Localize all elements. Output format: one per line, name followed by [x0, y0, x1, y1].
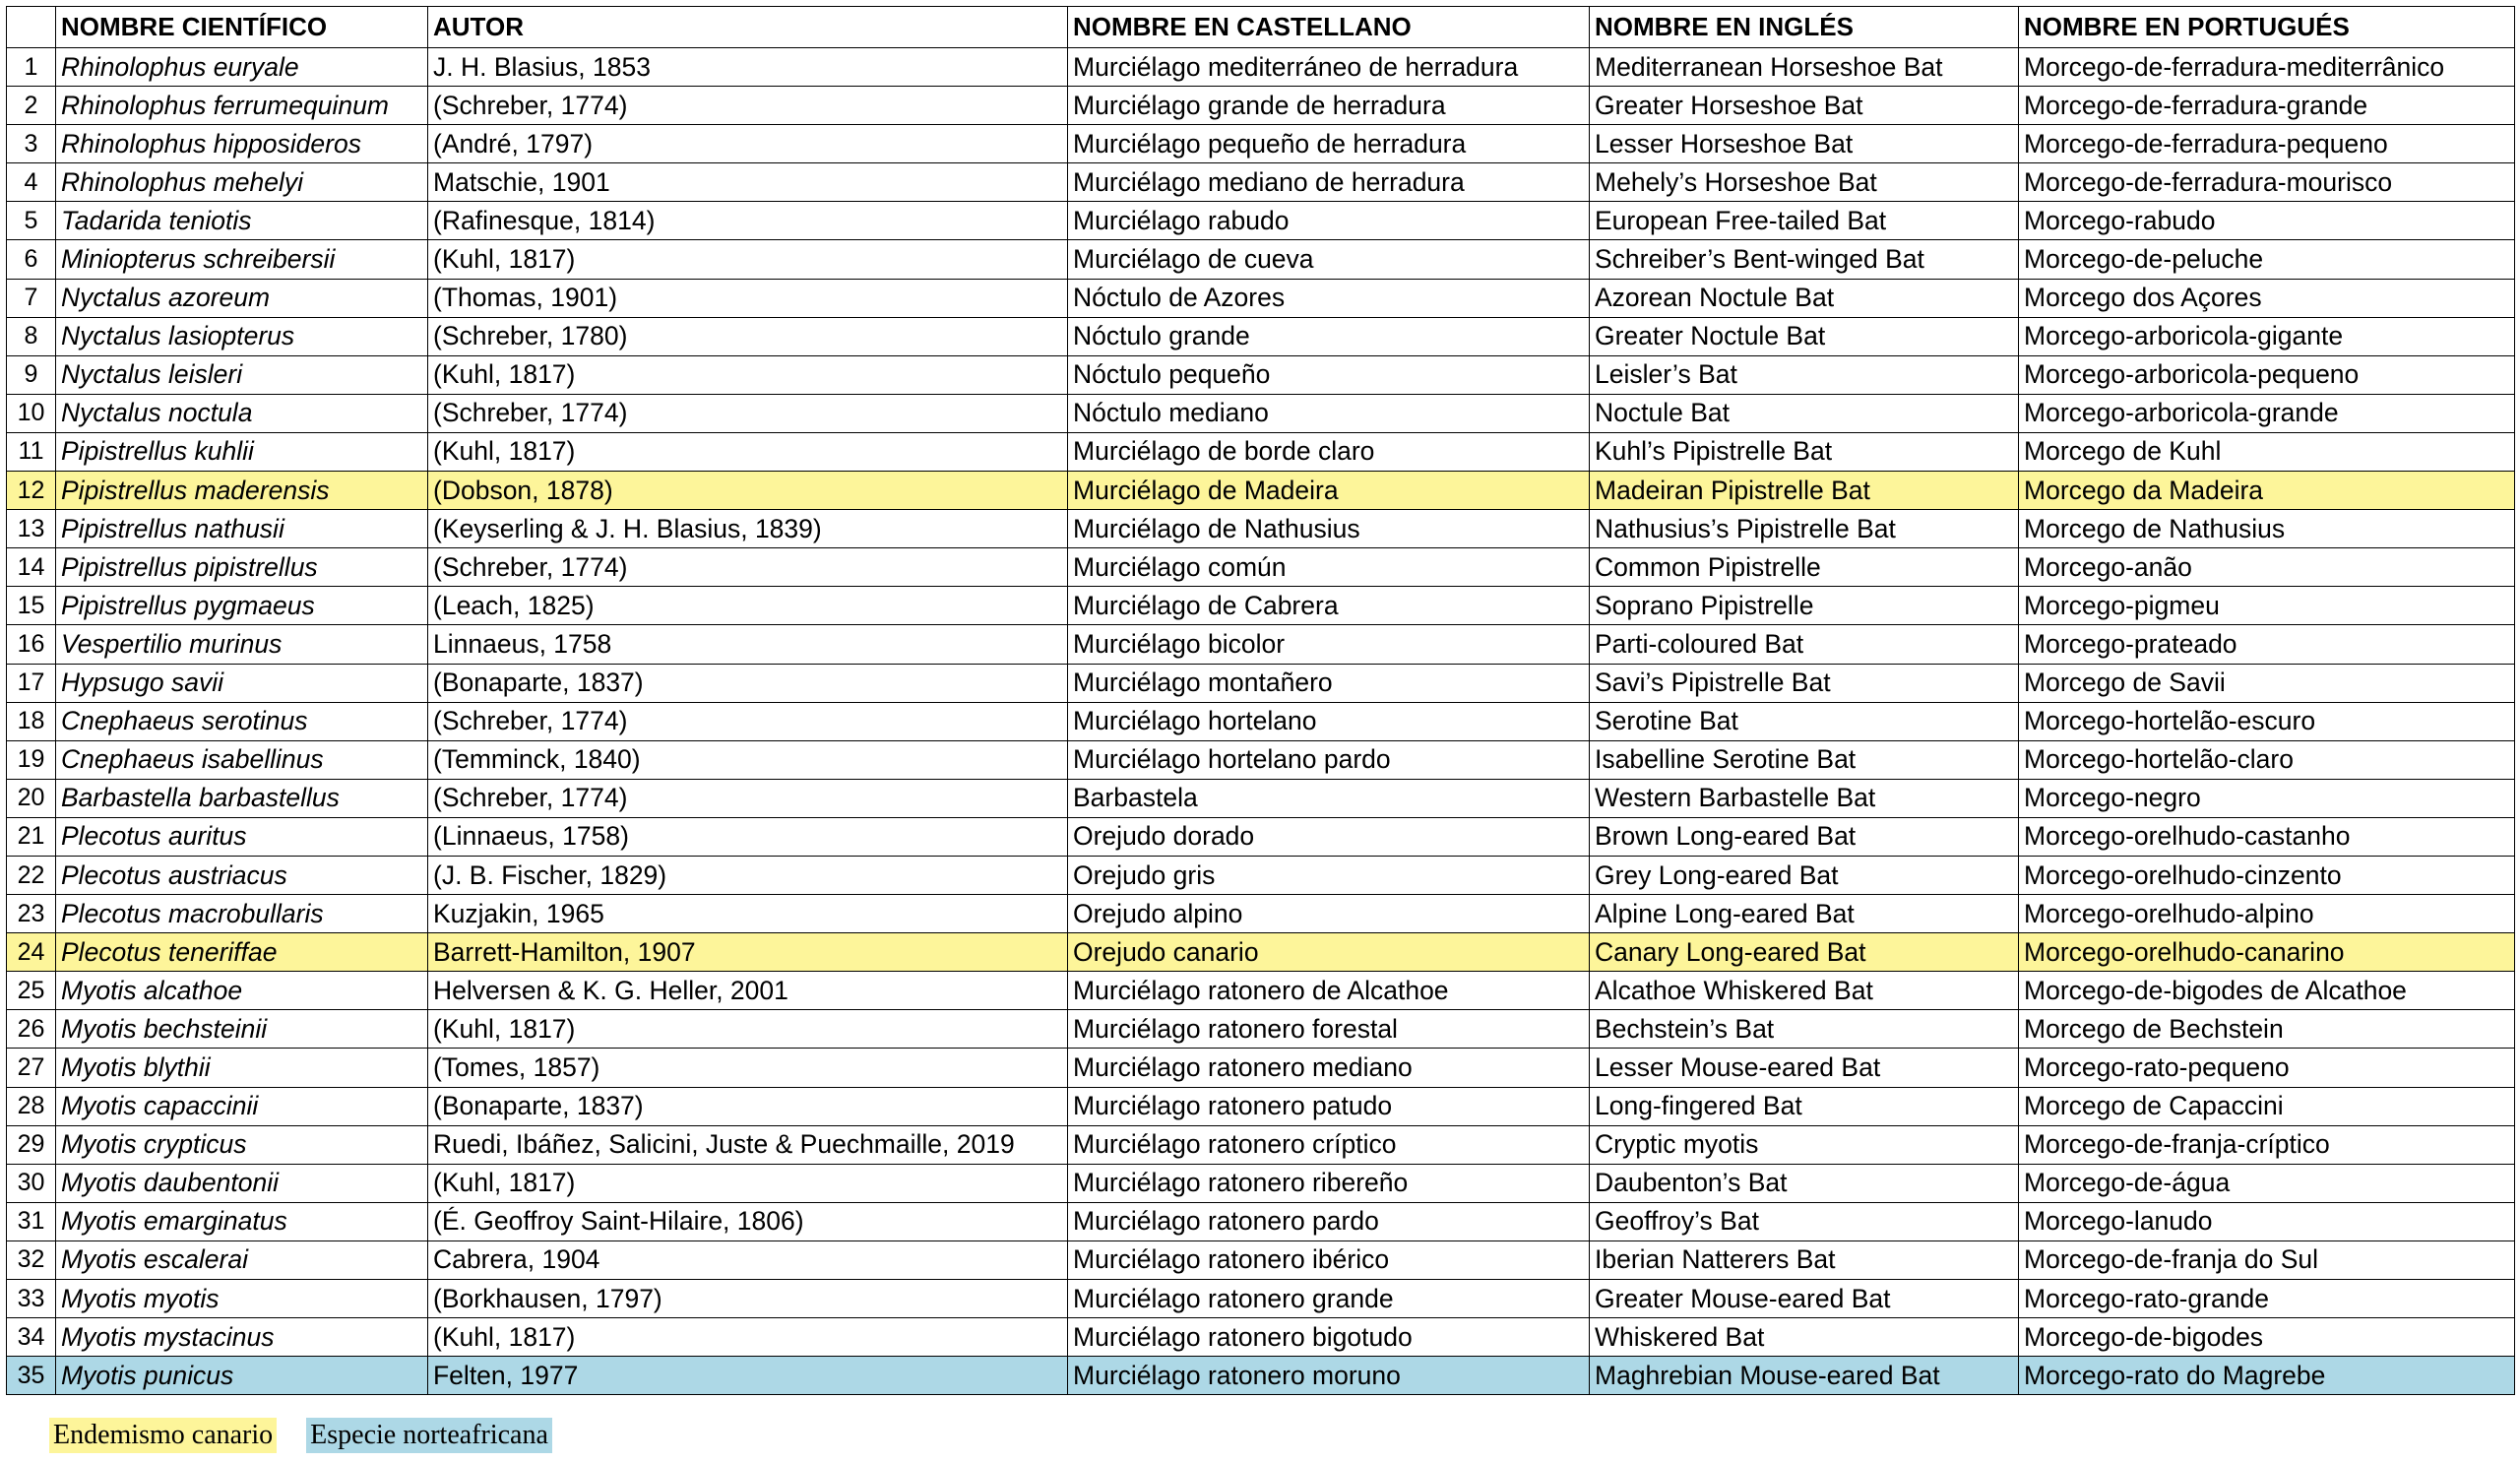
legend-endemic-canary: Endemismo canario	[49, 1418, 277, 1453]
header-number	[7, 7, 56, 48]
scientific-name-cell: Plecotus austriacus	[56, 856, 428, 894]
scientific-name-cell: Myotis daubentonii	[56, 1164, 428, 1202]
portuguese-name-cell: Morcego de Savii	[2019, 664, 2515, 702]
scientific-name-cell: Pipistrellus kuhlii	[56, 432, 428, 471]
table-row	[7, 87, 2515, 125]
portuguese-name-cell: Morcego-arboricola-gigante	[2019, 317, 2515, 355]
author-cell: (J. B. Fischer, 1829)	[428, 856, 1068, 894]
scientific-name-cell: Rhinolophus euryale	[56, 48, 428, 87]
table-row	[7, 279, 2515, 317]
table-row	[7, 1049, 2515, 1087]
author-cell: (Keyserling & J. H. Blasius, 1839)	[428, 510, 1068, 548]
portuguese-name-cell: Morcego-de-franja do Sul	[2019, 1240, 2515, 1279]
english-name-cell: Greater Horseshoe Bat	[1590, 87, 2019, 125]
spanish-name-cell: Murciélago de cueva	[1068, 240, 1590, 279]
row-number-cell: 20	[7, 779, 56, 817]
table-row	[7, 1280, 2515, 1318]
row-number-cell: 30	[7, 1164, 56, 1202]
portuguese-name-cell: Morcego-hortelão-claro	[2019, 740, 2515, 779]
english-name-cell: Serotine Bat	[1590, 702, 2019, 740]
spanish-name-cell: Murciélago de Madeira	[1068, 472, 1590, 510]
scientific-name-cell: Tadarida teniotis	[56, 202, 428, 240]
portuguese-name-cell: Morcego-orelhudo-alpino	[2019, 895, 2515, 933]
portuguese-name-cell: Morcego-orelhudo-cinzento	[2019, 856, 2515, 894]
table-row	[7, 664, 2515, 702]
row-number-cell: 14	[7, 548, 56, 587]
portuguese-name-cell: Morcego-de-ferradura-grande	[2019, 87, 2515, 125]
english-name-cell: Madeiran Pipistrelle Bat	[1590, 472, 2019, 510]
author-cell: (Thomas, 1901)	[428, 279, 1068, 317]
english-name-cell: Geoffroy’s Bat	[1590, 1202, 2019, 1240]
table-row	[7, 625, 2515, 664]
scientific-name-cell: Myotis emarginatus	[56, 1202, 428, 1240]
spanish-name-cell: Nóctulo pequeño	[1068, 355, 1590, 394]
scientific-name-cell: Nyctalus leisleri	[56, 355, 428, 394]
table-row	[7, 740, 2515, 779]
bat-species-table-wrapper	[6, 6, 2515, 1395]
author-cell: (Kuhl, 1817)	[428, 240, 1068, 279]
english-name-cell: Maghrebian Mouse-eared Bat	[1590, 1357, 2019, 1395]
author-cell: (Kuhl, 1817)	[428, 1164, 1068, 1202]
row-number-cell: 3	[7, 125, 56, 163]
portuguese-name-cell: Morcego-rato do Magrebe	[2019, 1357, 2515, 1395]
english-name-cell: Canary Long-eared Bat	[1590, 933, 2019, 972]
portuguese-name-cell: Morcego-orelhudo-castanho	[2019, 817, 2515, 856]
english-name-cell: Parti-coloured Bat	[1590, 625, 2019, 664]
portuguese-name-cell: Morcego de Bechstein	[2019, 1010, 2515, 1049]
portuguese-name-cell: Morcego-de-ferradura-mediterrânico	[2019, 48, 2515, 87]
row-number-cell: 7	[7, 279, 56, 317]
author-cell: (Tomes, 1857)	[428, 1049, 1068, 1087]
spanish-name-cell: Barbastela	[1068, 779, 1590, 817]
portuguese-name-cell: Morcego-de-ferradura-pequeno	[2019, 125, 2515, 163]
spanish-name-cell: Nóctulo mediano	[1068, 394, 1590, 432]
author-cell: (Borkhausen, 1797)	[428, 1280, 1068, 1318]
header-author: AUTOR	[428, 7, 1068, 48]
scientific-name-cell: Plecotus auritus	[56, 817, 428, 856]
scientific-name-cell: Rhinolophus ferrumequinum	[56, 87, 428, 125]
table-row	[7, 1318, 2515, 1357]
english-name-cell: Greater Mouse-eared Bat	[1590, 1280, 2019, 1318]
author-cell: J. H. Blasius, 1853	[428, 48, 1068, 87]
scientific-name-cell: Pipistrellus pipistrellus	[56, 548, 428, 587]
english-name-cell: Lesser Horseshoe Bat	[1590, 125, 2019, 163]
author-cell: (Schreber, 1774)	[428, 779, 1068, 817]
row-number-cell: 26	[7, 1010, 56, 1049]
english-name-cell: Whiskered Bat	[1590, 1318, 2019, 1357]
author-cell: (Kuhl, 1817)	[428, 355, 1068, 394]
english-name-cell: Savi’s Pipistrelle Bat	[1590, 664, 2019, 702]
spanish-name-cell: Murciélago mediano de herradura	[1068, 163, 1590, 202]
table-row	[7, 1240, 2515, 1279]
english-name-cell: Alpine Long-eared Bat	[1590, 895, 2019, 933]
english-name-cell: Noctule Bat	[1590, 394, 2019, 432]
spanish-name-cell: Murciélago rabudo	[1068, 202, 1590, 240]
scientific-name-cell: Rhinolophus hipposideros	[56, 125, 428, 163]
table-row	[7, 510, 2515, 548]
spanish-name-cell: Murciélago ratonero pardo	[1068, 1202, 1590, 1240]
english-name-cell: Alcathoe Whiskered Bat	[1590, 972, 2019, 1010]
row-number-cell: 29	[7, 1125, 56, 1164]
scientific-name-cell: Hypsugo savii	[56, 664, 428, 702]
author-cell: (Kuhl, 1817)	[428, 1318, 1068, 1357]
table-row	[7, 972, 2515, 1010]
author-cell: (Dobson, 1878)	[428, 472, 1068, 510]
portuguese-name-cell: Morcego de Kuhl	[2019, 432, 2515, 471]
row-number-cell: 18	[7, 702, 56, 740]
english-name-cell: Mediterranean Horseshoe Bat	[1590, 48, 2019, 87]
scientific-name-cell: Plecotus teneriffae	[56, 933, 428, 972]
scientific-name-cell: Myotis mystacinus	[56, 1318, 428, 1357]
portuguese-name-cell: Morcego dos Açores	[2019, 279, 2515, 317]
spanish-name-cell: Murciélago montañero	[1068, 664, 1590, 702]
row-number-cell: 31	[7, 1202, 56, 1240]
scientific-name-cell: Myotis alcathoe	[56, 972, 428, 1010]
english-name-cell: Azorean Noctule Bat	[1590, 279, 2019, 317]
spanish-name-cell: Murciélago mediterráneo de herradura	[1068, 48, 1590, 87]
spanish-name-cell: Orejudo canario	[1068, 933, 1590, 972]
portuguese-name-cell: Morcego-arboricola-pequeno	[2019, 355, 2515, 394]
author-cell: Barrett-Hamilton, 1907	[428, 933, 1068, 972]
bat-species-table	[6, 6, 2515, 1395]
english-name-cell: European Free-tailed Bat	[1590, 202, 2019, 240]
row-number-cell: 24	[7, 933, 56, 972]
row-number-cell: 12	[7, 472, 56, 510]
english-name-cell: Brown Long-eared Bat	[1590, 817, 2019, 856]
row-number-cell: 19	[7, 740, 56, 779]
author-cell: Linnaeus, 1758	[428, 625, 1068, 664]
table-row	[7, 125, 2515, 163]
spanish-name-cell: Murciélago ratonero de Alcathoe	[1068, 972, 1590, 1010]
portuguese-name-cell: Morcego de Nathusius	[2019, 510, 2515, 548]
english-name-cell: Western Barbastelle Bat	[1590, 779, 2019, 817]
portuguese-name-cell: Morcego-de-bigodes	[2019, 1318, 2515, 1357]
row-number-cell: 17	[7, 664, 56, 702]
scientific-name-cell: Nyctalus lasiopterus	[56, 317, 428, 355]
portuguese-name-cell: Morcego-de-água	[2019, 1164, 2515, 1202]
english-name-cell: Nathusius’s Pipistrelle Bat	[1590, 510, 2019, 548]
spanish-name-cell: Murciélago bicolor	[1068, 625, 1590, 664]
scientific-name-cell: Myotis escalerai	[56, 1240, 428, 1279]
table-row	[7, 933, 2515, 972]
row-number-cell: 16	[7, 625, 56, 664]
table-row	[7, 548, 2515, 587]
row-number-cell: 34	[7, 1318, 56, 1357]
row-number-cell: 15	[7, 587, 56, 625]
table-row	[7, 317, 2515, 355]
table-row	[7, 1087, 2515, 1125]
header-spanish-name: NOMBRE EN CASTELLANO	[1068, 7, 1590, 48]
scientific-name-cell: Myotis punicus	[56, 1357, 428, 1395]
spanish-name-cell: Murciélago de Nathusius	[1068, 510, 1590, 548]
table-row	[7, 48, 2515, 87]
spanish-name-cell: Murciélago hortelano pardo	[1068, 740, 1590, 779]
table-row	[7, 163, 2515, 202]
author-cell: (Kuhl, 1817)	[428, 1010, 1068, 1049]
row-number-cell: 27	[7, 1049, 56, 1087]
author-cell: (Linnaeus, 1758)	[428, 817, 1068, 856]
english-name-cell: Iberian Natterers Bat	[1590, 1240, 2019, 1279]
table-row	[7, 472, 2515, 510]
author-cell: (Bonaparte, 1837)	[428, 1087, 1068, 1125]
english-name-cell: Leisler’s Bat	[1590, 355, 2019, 394]
english-name-cell: Common Pipistrelle	[1590, 548, 2019, 587]
scientific-name-cell: Nyctalus azoreum	[56, 279, 428, 317]
spanish-name-cell: Murciélago de borde claro	[1068, 432, 1590, 471]
author-cell: (Schreber, 1774)	[428, 87, 1068, 125]
portuguese-name-cell: Morcego-de-ferradura-mourisco	[2019, 163, 2515, 202]
spanish-name-cell: Murciélago ratonero forestal	[1068, 1010, 1590, 1049]
table-body	[7, 48, 2515, 1395]
portuguese-name-cell: Morcego-orelhudo-canarino	[2019, 933, 2515, 972]
spanish-name-cell: Murciélago ratonero ribereño	[1068, 1164, 1590, 1202]
portuguese-name-cell: Morcego da Madeira	[2019, 472, 2515, 510]
english-name-cell: Bechstein’s Bat	[1590, 1010, 2019, 1049]
spanish-name-cell: Orejudo alpino	[1068, 895, 1590, 933]
table-row	[7, 1164, 2515, 1202]
portuguese-name-cell: Morcego-de-franja-críptico	[2019, 1125, 2515, 1164]
legend	[49, 1418, 552, 1453]
portuguese-name-cell: Morcego-arboricola-grande	[2019, 394, 2515, 432]
table-row	[7, 856, 2515, 894]
scientific-name-cell: Rhinolophus mehelyi	[56, 163, 428, 202]
row-number-cell: 8	[7, 317, 56, 355]
scientific-name-cell: Cnephaeus isabellinus	[56, 740, 428, 779]
author-cell: Kuzjakin, 1965	[428, 895, 1068, 933]
row-number-cell: 21	[7, 817, 56, 856]
row-number-cell: 22	[7, 856, 56, 894]
header-scientific-name: NOMBRE CIENTÍFICO	[56, 7, 428, 48]
portuguese-name-cell: Morcego-negro	[2019, 779, 2515, 817]
author-cell: (Schreber, 1774)	[428, 548, 1068, 587]
author-cell: (Bonaparte, 1837)	[428, 664, 1068, 702]
table-row	[7, 895, 2515, 933]
spanish-name-cell: Murciélago ratonero bigotudo	[1068, 1318, 1590, 1357]
spanish-name-cell: Murciélago ratonero mediano	[1068, 1049, 1590, 1087]
author-cell: (Rafinesque, 1814)	[428, 202, 1068, 240]
spanish-name-cell: Murciélago pequeño de herradura	[1068, 125, 1590, 163]
row-number-cell: 23	[7, 895, 56, 933]
row-number-cell: 6	[7, 240, 56, 279]
table-row	[7, 355, 2515, 394]
author-cell: Helversen & K. G. Heller, 2001	[428, 972, 1068, 1010]
spanish-name-cell: Murciélago común	[1068, 548, 1590, 587]
portuguese-name-cell: Morcego-de-bigodes de Alcathoe	[2019, 972, 2515, 1010]
scientific-name-cell: Myotis blythii	[56, 1049, 428, 1087]
table-row	[7, 1357, 2515, 1395]
scientific-name-cell: Myotis capaccinii	[56, 1087, 428, 1125]
spanish-name-cell: Nóctulo grande	[1068, 317, 1590, 355]
row-number-cell: 9	[7, 355, 56, 394]
row-number-cell: 32	[7, 1240, 56, 1279]
portuguese-name-cell: Morcego-anão	[2019, 548, 2515, 587]
scientific-name-cell: Nyctalus noctula	[56, 394, 428, 432]
spanish-name-cell: Murciélago de Cabrera	[1068, 587, 1590, 625]
portuguese-name-cell: Morcego-lanudo	[2019, 1202, 2515, 1240]
author-cell: (Leach, 1825)	[428, 587, 1068, 625]
row-number-cell: 33	[7, 1280, 56, 1318]
header-english-name: NOMBRE EN INGLÉS	[1590, 7, 2019, 48]
english-name-cell: Long-fingered Bat	[1590, 1087, 2019, 1125]
table-row	[7, 779, 2515, 817]
row-number-cell: 13	[7, 510, 56, 548]
spanish-name-cell: Nóctulo de Azores	[1068, 279, 1590, 317]
portuguese-name-cell: Morcego-de-peluche	[2019, 240, 2515, 279]
table-row	[7, 432, 2515, 471]
english-name-cell: Lesser Mouse-eared Bat	[1590, 1049, 2019, 1087]
scientific-name-cell: Pipistrellus pygmaeus	[56, 587, 428, 625]
spanish-name-cell: Murciélago ratonero moruno	[1068, 1357, 1590, 1395]
spanish-name-cell: Orejudo dorado	[1068, 817, 1590, 856]
portuguese-name-cell: Morcego-prateado	[2019, 625, 2515, 664]
author-cell: (Schreber, 1780)	[428, 317, 1068, 355]
row-number-cell: 11	[7, 432, 56, 471]
table-row	[7, 202, 2515, 240]
scientific-name-cell: Pipistrellus nathusii	[56, 510, 428, 548]
scientific-name-cell: Miniopterus schreibersii	[56, 240, 428, 279]
scientific-name-cell: Myotis myotis	[56, 1280, 428, 1318]
table-row	[7, 817, 2515, 856]
english-name-cell: Soprano Pipistrelle	[1590, 587, 2019, 625]
english-name-cell: Mehely’s Horseshoe Bat	[1590, 163, 2019, 202]
row-number-cell: 5	[7, 202, 56, 240]
table-header-row	[7, 7, 2515, 48]
english-name-cell: Kuhl’s Pipistrelle Bat	[1590, 432, 2019, 471]
portuguese-name-cell: Morcego-rato-pequeno	[2019, 1049, 2515, 1087]
author-cell: (André, 1797)	[428, 125, 1068, 163]
english-name-cell: Daubenton’s Bat	[1590, 1164, 2019, 1202]
spanish-name-cell: Murciélago hortelano	[1068, 702, 1590, 740]
scientific-name-cell: Cnephaeus serotinus	[56, 702, 428, 740]
portuguese-name-cell: Morcego-rabudo	[2019, 202, 2515, 240]
english-name-cell: Cryptic myotis	[1590, 1125, 2019, 1164]
scientific-name-cell: Barbastella barbastellus	[56, 779, 428, 817]
scientific-name-cell: Vespertilio murinus	[56, 625, 428, 664]
english-name-cell: Isabelline Serotine Bat	[1590, 740, 2019, 779]
spanish-name-cell: Murciélago ratonero grande	[1068, 1280, 1590, 1318]
table-row	[7, 1202, 2515, 1240]
portuguese-name-cell: Morcego de Capaccini	[2019, 1087, 2515, 1125]
table-row	[7, 1010, 2515, 1049]
author-cell: (Schreber, 1774)	[428, 394, 1068, 432]
portuguese-name-cell: Morcego-rato-grande	[2019, 1280, 2515, 1318]
row-number-cell: 35	[7, 1357, 56, 1395]
author-cell: (Kuhl, 1817)	[428, 432, 1068, 471]
scientific-name-cell: Pipistrellus maderensis	[56, 472, 428, 510]
table-row	[7, 587, 2515, 625]
english-name-cell: Grey Long-eared Bat	[1590, 856, 2019, 894]
row-number-cell: 2	[7, 87, 56, 125]
author-cell: Cabrera, 1904	[428, 1240, 1068, 1279]
row-number-cell: 1	[7, 48, 56, 87]
table-row	[7, 1125, 2515, 1164]
spanish-name-cell: Murciélago grande de herradura	[1068, 87, 1590, 125]
spanish-name-cell: Murciélago ratonero críptico	[1068, 1125, 1590, 1164]
table-row	[7, 394, 2515, 432]
row-number-cell: 28	[7, 1087, 56, 1125]
legend-north-african: Especie norteafricana	[306, 1418, 552, 1453]
row-number-cell: 4	[7, 163, 56, 202]
portuguese-name-cell: Morcego-hortelão-escuro	[2019, 702, 2515, 740]
author-cell: Matschie, 1901	[428, 163, 1068, 202]
spanish-name-cell: Murciélago ratonero patudo	[1068, 1087, 1590, 1125]
author-cell: Felten, 1977	[428, 1357, 1068, 1395]
spanish-name-cell: Orejudo gris	[1068, 856, 1590, 894]
row-number-cell: 25	[7, 972, 56, 1010]
scientific-name-cell: Plecotus macrobullaris	[56, 895, 428, 933]
author-cell: (Schreber, 1774)	[428, 702, 1068, 740]
author-cell: Ruedi, Ibáñez, Salicini, Juste & Puechmaille, 2019	[428, 1125, 1068, 1164]
spanish-name-cell: Murciélago ratonero ibérico	[1068, 1240, 1590, 1279]
row-number-cell: 10	[7, 394, 56, 432]
table-row	[7, 240, 2515, 279]
header-portuguese-name: NOMBRE EN PORTUGUÉS	[2019, 7, 2515, 48]
english-name-cell: Schreiber’s Bent-winged Bat	[1590, 240, 2019, 279]
scientific-name-cell: Myotis crypticus	[56, 1125, 428, 1164]
portuguese-name-cell: Morcego-pigmeu	[2019, 587, 2515, 625]
author-cell: (Temminck, 1840)	[428, 740, 1068, 779]
table-row	[7, 702, 2515, 740]
author-cell: (É. Geoffroy Saint-Hilaire, 1806)	[428, 1202, 1068, 1240]
scientific-name-cell: Myotis bechsteinii	[56, 1010, 428, 1049]
english-name-cell: Greater Noctule Bat	[1590, 317, 2019, 355]
